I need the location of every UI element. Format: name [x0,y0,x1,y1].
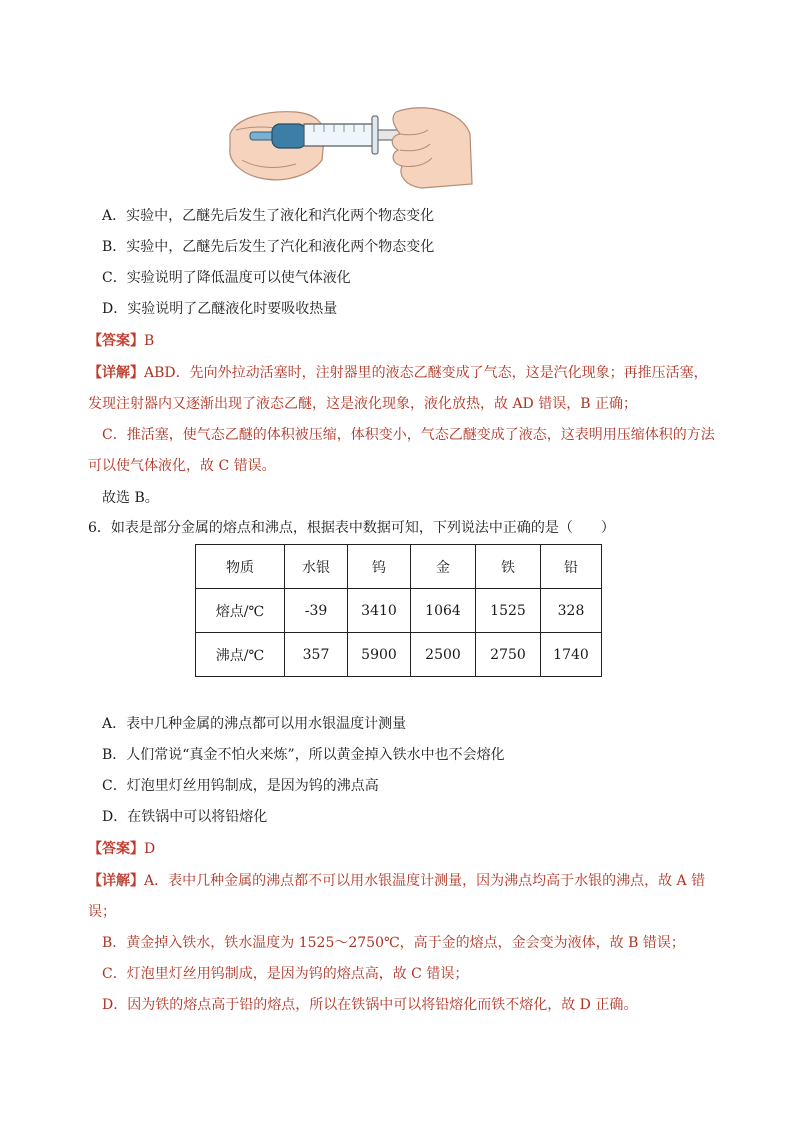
detail-text: A．表中几种金属的沸点都不可以用水银温度计测量，因为沸点均高于水银的沸点，故 A 错 [144,873,706,889]
table-cell: 铅 [541,545,602,589]
detail-6-line1 [88,871,705,891]
table-cell: 沸点/℃ [196,633,285,677]
syringe-grip [272,124,306,148]
table-cell: 5900 [348,633,411,677]
table-row [196,633,602,677]
table-cell: -39 [285,589,348,633]
answer-label: 【答案】 [88,841,144,857]
detail-6-line4: C．灯泡里灯丝用钨制成，是因为钨的熔点高，故 C 错误； [102,966,469,982]
detail-5-line2: 发现注射器内又逐渐出现了液态乙醚，这是液化现象，液化放热，故 AD 错误，B 正确； [88,396,637,412]
answer-6 [88,839,155,859]
table-cell: 357 [285,633,348,677]
detail-5-line1 [88,363,708,383]
detail-5-line4: 可以使气体液化，故 C 错误。 [88,458,276,474]
detail-5-line3: C．推活塞，使气态乙醚的体积被压缩，体积变小，气态乙醚变成了液态，这表明用压缩体积的方法 [102,427,715,443]
answer-value: D [144,841,156,857]
detail-6-line3: B．黄金掉入铁水，铁水温度为 1525～2750℃，高于金的熔点，金会变为液体，故 B 错误； [102,935,685,951]
table-cell: 328 [541,589,602,633]
table-cell: 金 [411,545,476,589]
syringe-barrel [304,124,374,146]
answer-label: 【答案】 [88,333,144,349]
detail-6-line5: D．因为铁的熔点高于铅的熔点，所以在铁锅中可以将铅熔化而铁不熔化，故 D 正确。 [102,997,638,1013]
metal-properties-table [195,544,602,677]
conclusion-5: 故选 B。 [102,490,159,506]
detail-6-line2: 误； [88,904,116,920]
table-cell: 物质 [196,545,285,589]
table-cell: 1740 [541,633,602,677]
table-row [196,589,602,633]
detail-label: 【详解】 [88,365,144,381]
detail-text: ABD．先向外拉动活塞时，注射器里的液态乙醚变成了气态，这是汽化现象；再推压活塞， [144,365,708,381]
table-cell: 钨 [348,545,411,589]
table-cell: 水银 [285,545,348,589]
table-cell: 铁 [476,545,541,589]
table-cell: 3410 [348,589,411,633]
option-5d: D．实验说明了乙醚液化时要吸收热量 [102,301,338,317]
option-5c: C．实验说明了降低温度可以使气体液化 [102,270,351,286]
answer-value: B [144,333,155,349]
table-cell: 熔点/℃ [196,589,285,633]
table-cell: 2500 [411,633,476,677]
option-5b: B．实验中，乙醚先后发生了汽化和液化两个物态变化 [102,239,435,255]
option-5a: A．实验中，乙醚先后发生了液化和汽化两个物态变化 [102,208,435,224]
syringe-nozzle [250,132,274,140]
right-hand [392,108,472,188]
table-header-row [196,545,602,589]
detail-label: 【详解】 [88,873,144,889]
option-6b: B．人们常说“真金不怕火来炼”，所以黄金掉入铁水中也不会熔化 [102,747,505,763]
option-6a: A．表中几种金属的沸点都可以用水银温度计测量 [102,716,407,732]
option-6c: C．灯泡里灯丝用钨制成，是因为钨的沸点高 [102,778,379,794]
option-6d: D．在铁锅中可以将铅熔化 [102,809,268,825]
syringe-hands-illustration [226,104,474,190]
table-cell: 1525 [476,589,541,633]
table-cell: 2750 [476,633,541,677]
table-cell: 1064 [411,589,476,633]
answer-5 [88,331,154,351]
question-6: 6．如表是部分金属的熔点和沸点，根据表中数据可知，下列说法中正确的是（ ） [88,520,615,536]
